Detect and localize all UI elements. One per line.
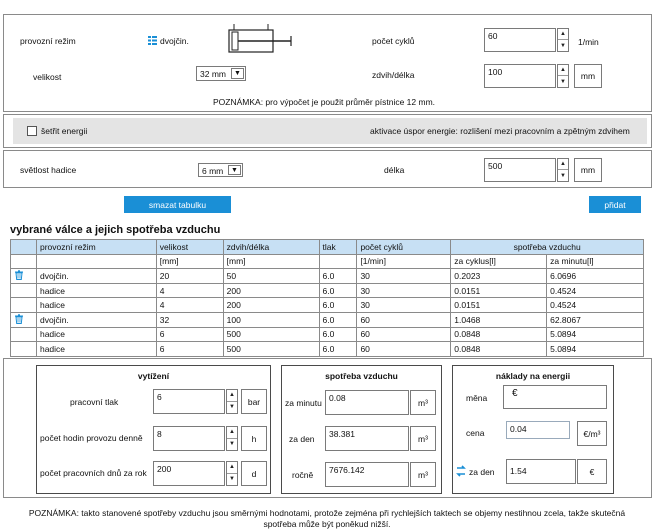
arrow-up-icon[interactable]: ▲ [558, 159, 568, 170]
table-cell: 500 [223, 342, 319, 357]
load-title: vytížení [137, 371, 170, 381]
subheader-cell: [1/min] [357, 254, 451, 269]
table-cell: 0.0848 [451, 327, 547, 342]
pressure-label: pracovní tlak [70, 397, 119, 407]
size-label: velikost [33, 72, 62, 82]
table-cell: 60 [357, 327, 451, 342]
table-cell: 6 [156, 342, 223, 357]
arrow-down-icon[interactable]: ▼ [229, 404, 235, 411]
hose-length-input[interactable]: 500 [484, 158, 556, 182]
currency-label: měna [466, 393, 488, 403]
hose-bore-label: světlost hadice [20, 165, 77, 175]
table-cell: 6.0 [319, 327, 357, 342]
table-cell: dvojčin. [36, 269, 156, 284]
table-cell: 60 [357, 342, 451, 357]
table-cell: 200 [223, 283, 319, 298]
empty-cell [11, 342, 37, 357]
arrow-up-icon[interactable]: ▲ [227, 462, 237, 474]
arrow-up-icon[interactable]: ▲ [558, 29, 568, 40]
table-cell: 32 [156, 312, 223, 327]
arrow-up-icon[interactable]: ▲ [227, 390, 237, 402]
hose-bore-value: 6 mm [202, 166, 224, 176]
arrow-up-icon[interactable]: ▲ [227, 427, 237, 439]
header-stroke: zdvih/délka [223, 240, 319, 255]
delete-row-cell[interactable] [11, 269, 37, 284]
cost-per-day-unit: € [577, 459, 607, 484]
cost-per-day-label: za den [469, 467, 495, 477]
pressure-stepper[interactable] [226, 389, 238, 414]
table-cell: 6.0 [319, 269, 357, 284]
table-cell: 200 [223, 298, 319, 313]
table-cell: 6.0 [319, 298, 357, 313]
table-cell: 6.0 [319, 283, 357, 298]
table-cell: 0.0151 [451, 283, 547, 298]
table-cell: 20 [156, 269, 223, 284]
cylinders-table [10, 239, 644, 357]
days-label: počet pracovních dnů za rok [40, 468, 147, 478]
add-button[interactable]: přidat [589, 196, 641, 213]
table-cell: 6.0696 [547, 269, 644, 284]
subheader-cell [11, 254, 37, 269]
per-day-unit: m³ [410, 426, 436, 451]
arrow-down-icon[interactable]: ▼ [560, 172, 566, 179]
table-row [11, 298, 644, 313]
mode-label: provozní režim [20, 36, 76, 46]
table-cell: 4 [156, 298, 223, 313]
costs-title: náklady na energii [495, 371, 571, 381]
empty-cell [11, 298, 37, 313]
per-day-output: 38.381 [325, 426, 409, 451]
refresh-icon[interactable] [455, 465, 467, 477]
empty-cell [11, 327, 37, 342]
hours-label: počet hodin provozu denně [40, 433, 143, 443]
table-cell: 62.8067 [547, 312, 644, 327]
energy-description: aktivace úspor energie: rozlišení mezi pracovním a zpětným zdvihem [370, 126, 630, 136]
table-row [11, 327, 644, 342]
header-consumption: spotřeba vzduchu [451, 240, 644, 255]
table-cell: hadice [36, 283, 156, 298]
table-cell: 6 [156, 327, 223, 342]
table-cell: 0.0151 [451, 298, 547, 313]
per-year-unit: m³ [410, 462, 436, 487]
header-size: velikost [156, 240, 223, 255]
subheader-cell: za cyklus[l] [451, 254, 547, 269]
table-cell: 6.0 [319, 342, 357, 357]
table-row [11, 269, 644, 284]
energy-checkbox[interactable] [27, 126, 37, 136]
table-row [11, 342, 644, 357]
cycles-unit: 1/min [578, 37, 599, 47]
table-cell: 30 [357, 269, 451, 284]
energy-checkbox-label: šetřit energii [41, 126, 88, 136]
piston-rod-note: POZNÁMKA: pro výpočet je použit průměr pístnice 12 mm. [213, 97, 436, 107]
subheader-cell: za minutu[l] [547, 254, 644, 269]
table-title: vybrané válce a jejich spotřeba vzduchu [10, 224, 221, 236]
table-cell: 1.0468 [451, 312, 547, 327]
header-cycles: počet cyklů [357, 240, 451, 255]
chevron-down-icon[interactable]: ▼ [231, 68, 244, 79]
currency-output: € [503, 385, 607, 409]
per-minute-unit: m³ [410, 390, 436, 415]
chevron-down-icon[interactable]: ▼ [228, 165, 241, 175]
subheader-cell: [mm] [156, 254, 223, 269]
double-acting-icon [148, 36, 157, 45]
pressure-unit: bar [241, 389, 267, 414]
size-value: 32 mm [200, 69, 226, 79]
table-cell: 60 [357, 312, 451, 327]
hose-bore-select[interactable] [198, 163, 243, 177]
price-label: cena [466, 428, 485, 438]
days-stepper[interactable] [226, 461, 238, 486]
table-cell: 30 [357, 298, 451, 313]
arrow-down-icon[interactable]: ▼ [229, 441, 235, 448]
subheader-cell [319, 254, 357, 269]
table-cell: 5.0894 [547, 327, 644, 342]
table-cell: hadice [36, 327, 156, 342]
table-cell: hadice [36, 342, 156, 357]
arrow-down-icon[interactable]: ▼ [560, 78, 566, 85]
hose-length-unit: mm [574, 158, 602, 182]
table-cell: 6.0 [319, 312, 357, 327]
mode-value[interactable]: dvojčin. [160, 36, 189, 46]
table-header-row [11, 240, 644, 255]
per-minute-label: za minutu [285, 398, 322, 408]
cycles-input[interactable]: 60 [484, 28, 556, 52]
clear-table-button[interactable]: smazat tabulku [124, 196, 231, 213]
stroke-stepper[interactable] [557, 64, 569, 88]
header-pressure: tlak [319, 240, 357, 255]
arrow-down-icon[interactable]: ▼ [560, 42, 566, 49]
stroke-label: zdvih/délka [372, 70, 415, 80]
table-cell: 0.4524 [547, 283, 644, 298]
hours-input[interactable]: 8 [153, 426, 225, 451]
delete-row-cell[interactable] [11, 312, 37, 327]
subheader-cell [36, 254, 156, 269]
table-cell: 30 [357, 283, 451, 298]
per-minute-output: 0.08 [325, 390, 409, 415]
header-mode: provozní režim [36, 240, 156, 255]
arrow-up-icon[interactable]: ▲ [558, 65, 568, 76]
footer-note: POZNÁMKA: takto stanovené spotřeby vzduchu jsou směrnými hodnotami, protože zejména při rychlejších taktech se objemy nestihnou zcela, takže skutečná spotřeba může být poněkud nižší. [28, 508, 626, 529]
cycles-stepper[interactable] [557, 28, 569, 52]
cost-per-day-output: 1.54 [506, 459, 576, 484]
per-day-label: za den [289, 434, 315, 444]
pressure-input[interactable]: 6 [153, 389, 225, 414]
table-subheader-row [11, 254, 644, 269]
table-cell: 4 [156, 283, 223, 298]
stroke-input[interactable]: 100 [484, 64, 556, 88]
hours-unit: h [241, 426, 267, 451]
cylinder-illustration-icon [228, 22, 294, 56]
table-cell: dvojčin. [36, 312, 156, 327]
cycles-label: počet cyklů [372, 36, 415, 46]
table-cell: 5.0894 [547, 342, 644, 357]
per-year-label: ročně [292, 470, 314, 480]
table-cell: 0.4524 [547, 298, 644, 313]
header-cell-icon [11, 240, 37, 255]
empty-cell [11, 283, 37, 298]
table-row [11, 283, 644, 298]
table-cell: 500 [223, 327, 319, 342]
hours-stepper[interactable] [226, 426, 238, 451]
table-cell: hadice [36, 298, 156, 313]
consumption-title: spotřeba vzduchu [325, 371, 398, 381]
size-select[interactable] [196, 66, 246, 81]
table-cell: 100 [223, 312, 319, 327]
per-year-output: 7676.142 [325, 462, 409, 487]
days-unit: d [241, 461, 267, 486]
subheader-cell: [mm] [223, 254, 319, 269]
hose-length-stepper[interactable] [557, 158, 569, 182]
table-cell: 0.2023 [451, 269, 547, 284]
arrow-down-icon[interactable]: ▼ [229, 476, 235, 483]
price-unit: €/m³ [577, 421, 607, 446]
table-cell: 0.0848 [451, 342, 547, 357]
stroke-unit: mm [574, 64, 602, 88]
price-input[interactable]: 0.04 [506, 421, 570, 439]
trash-icon[interactable] [14, 314, 24, 326]
hose-length-label: délka [384, 165, 405, 175]
trash-icon[interactable] [14, 270, 24, 282]
days-input[interactable]: 200 [153, 461, 225, 486]
table-row [11, 312, 644, 327]
table-cell: 50 [223, 269, 319, 284]
